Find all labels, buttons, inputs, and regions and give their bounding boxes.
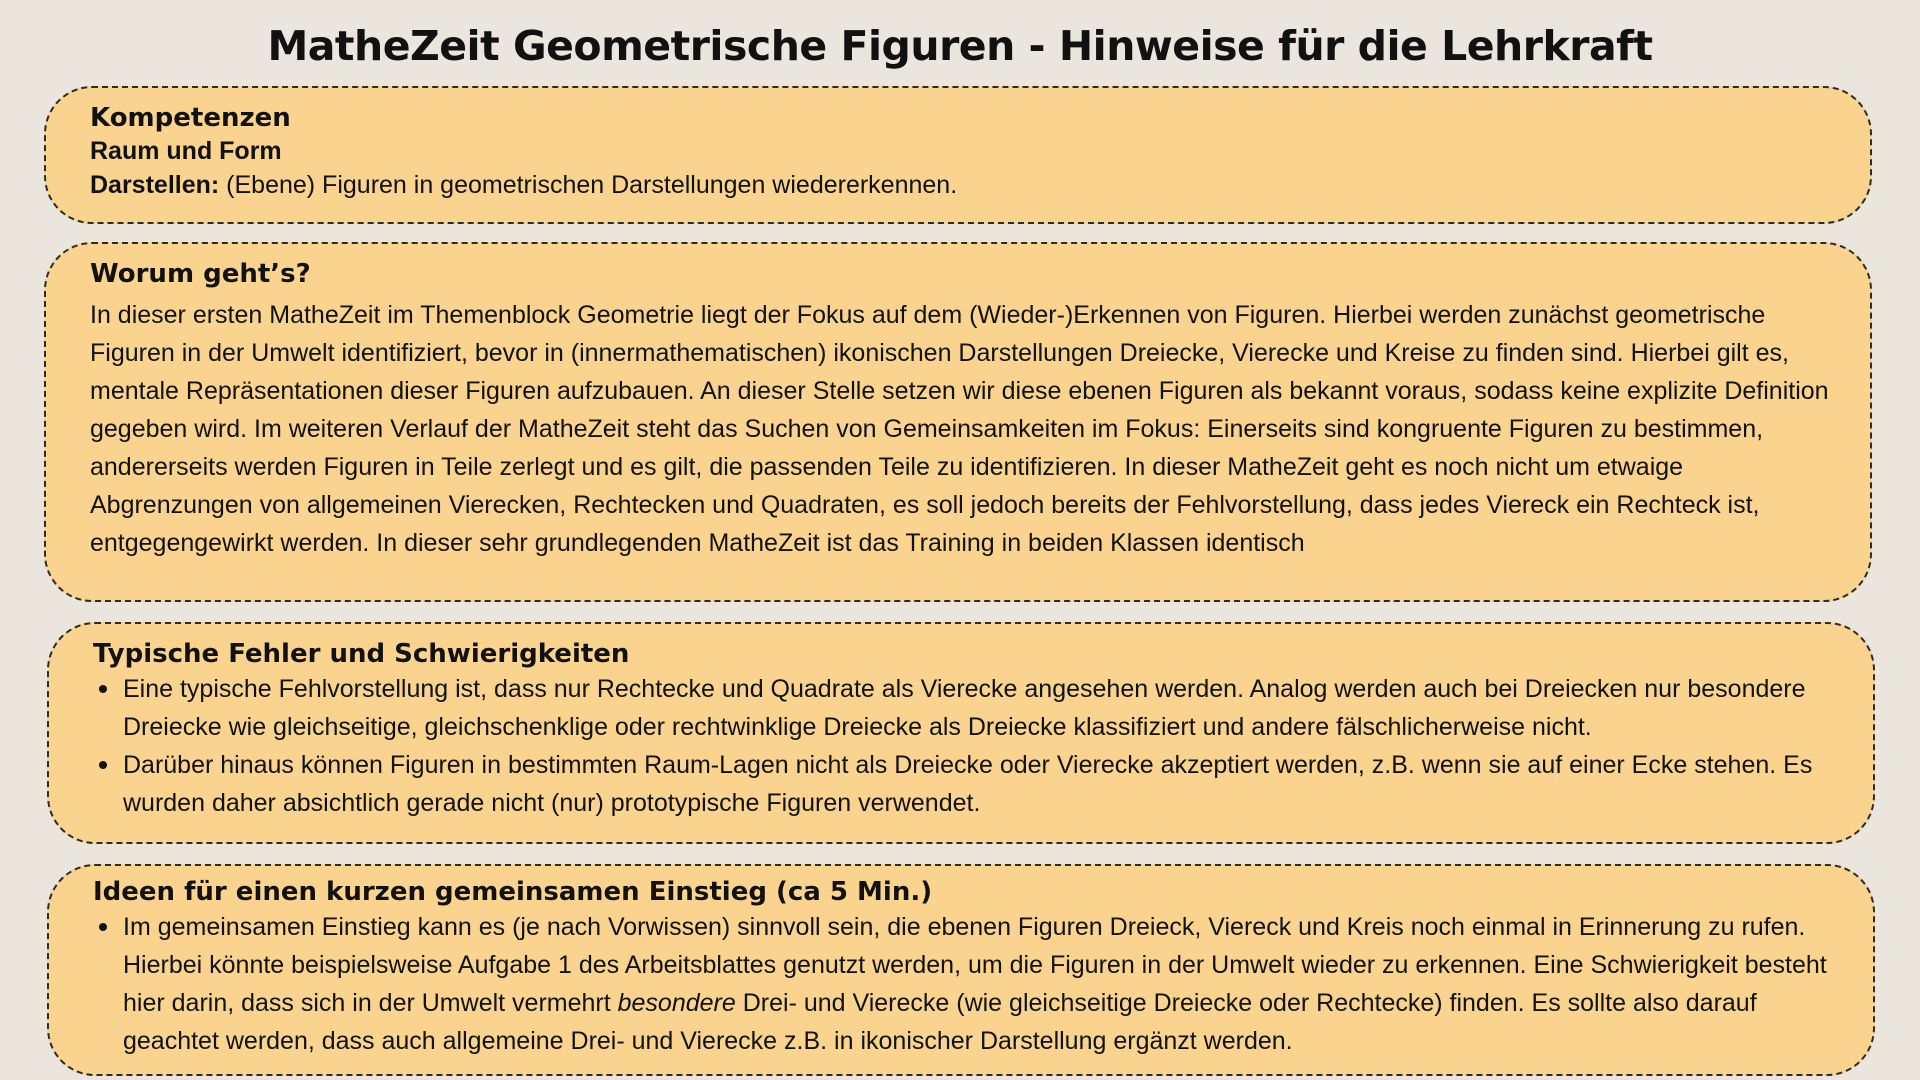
einstieg-text-before: Im gemeinsamen Einstieg kann es (je nach Vorwissen) sinnvoll sein, die ebenen Figuren Dreieck, Viereck und Kreis noch einmal in Erinnerung zu rufen. Hierbei könnte beispielsweise Aufgabe 1 des Arbeitsblattes genutzt werden, um die Figuren in der Umwelt wieder zu erkennen. Eine Schwierigkeit besteht hier darin, dass sich in der Umwelt vermehrt: [123, 913, 1827, 1017]
einstieg-emphasis: besondere: [617, 989, 736, 1017]
list-item: Darüber hinaus können Figuren in bestimmten Raum-Lagen nicht als Dreiecke oder Vierecke akzeptiert werden, z.B. wenn sie auf einer Ecke stehen. Es wurden daher absichtlich gerade nicht (nur) prototypische Figuren verwendet.: [123, 746, 1833, 822]
worum-text: In dieser ersten MatheZeit im Themenblock Geometrie liegt der Fokus auf dem (Wieder-)Erkennen von Figuren. Hierbei werden zunächst geometrische Figuren in der Umwelt identifiziert, bevor in (innermathematischen) ikonischen Darstellungen Dreiecke, Vierecke und Kreise zu finden sind. Hierbei gilt es, mentale Repräsentationen dieser Figuren aufzubauen. An dieser Stelle setzen wir diese ebenen Figuren als bekannt voraus, sodass keine explizite Definition gegeben wird. Im weiteren Verlauf der MatheZeit steht das Suchen von Gemeinsamkeiten im Fokus: Einerseits sind kongruente Figuren zu bestimmen, andererseits werden Figuren in Teile zerlegt und es gilt, die passenden Teile zu identifizieren. In dieser MatheZeit geht es noch nicht um etwaige Abgrenzungen von allgemeinen Vierecken, Rechtecken und Quadraten, es soll jedoch bereits der Fehlvorstellung, dass jedes Viereck ein Rechteck ist, entgegengewirkt werden. In dieser sehr grundlegenden MatheZeit ist das Training in beiden Klassen identisch: [90, 301, 1829, 557]
worum-heading: Worum geht’s?: [90, 259, 311, 289]
kompetenzen-label: Darstellen:: [90, 171, 220, 199]
worum-card: [44, 242, 1872, 602]
einstieg-list: [93, 908, 1833, 1060]
einstieg-heading: Ideen für einen kurzen gemeinsamen Einstieg (ca 5 Min.): [93, 877, 933, 907]
kompetenzen-line: [90, 168, 1830, 202]
fehler-card: [47, 622, 1875, 844]
einstieg-text-after: Drei- und Vierecke (wie gleichseitige Dreiecke oder Rechtecke) finden. Es sollte also darauf geachtet werden, dass auch allgemeine Drei- und Vierecke z.B. in ikonischer Darstellung ergänzt werden.: [123, 989, 1757, 1055]
kompetenzen-card: [44, 86, 1872, 224]
fehler-heading: Typische Fehler und Schwierigkeiten: [93, 639, 630, 669]
list-item: Eine typische Fehlvorstellung ist, dass nur Rechtecke und Quadrate als Vierecke angesehen werden. Analog werden auch bei Dreiecken nur besondere Dreiecke wie gleichseitige, gleichschenklige oder rechtwinklige Dreiecke als Dreiecke klassifiziert und andere fälschlicherweise nicht.: [123, 670, 1833, 746]
kompetenzen-subheading: Raum und Form: [90, 137, 282, 165]
page-title: MatheZeit Geometrische Figuren - Hinweise für die Lehrkraft: [267, 22, 1653, 70]
fehler-list: [93, 670, 1833, 822]
list-item: [123, 908, 1833, 1060]
einstieg-card: [47, 864, 1875, 1076]
kompetenzen-heading: Kompetenzen: [90, 103, 291, 133]
kompetenzen-text: (Ebene) Figuren in geometrischen Darstellungen wiedererkennen.: [226, 171, 958, 199]
